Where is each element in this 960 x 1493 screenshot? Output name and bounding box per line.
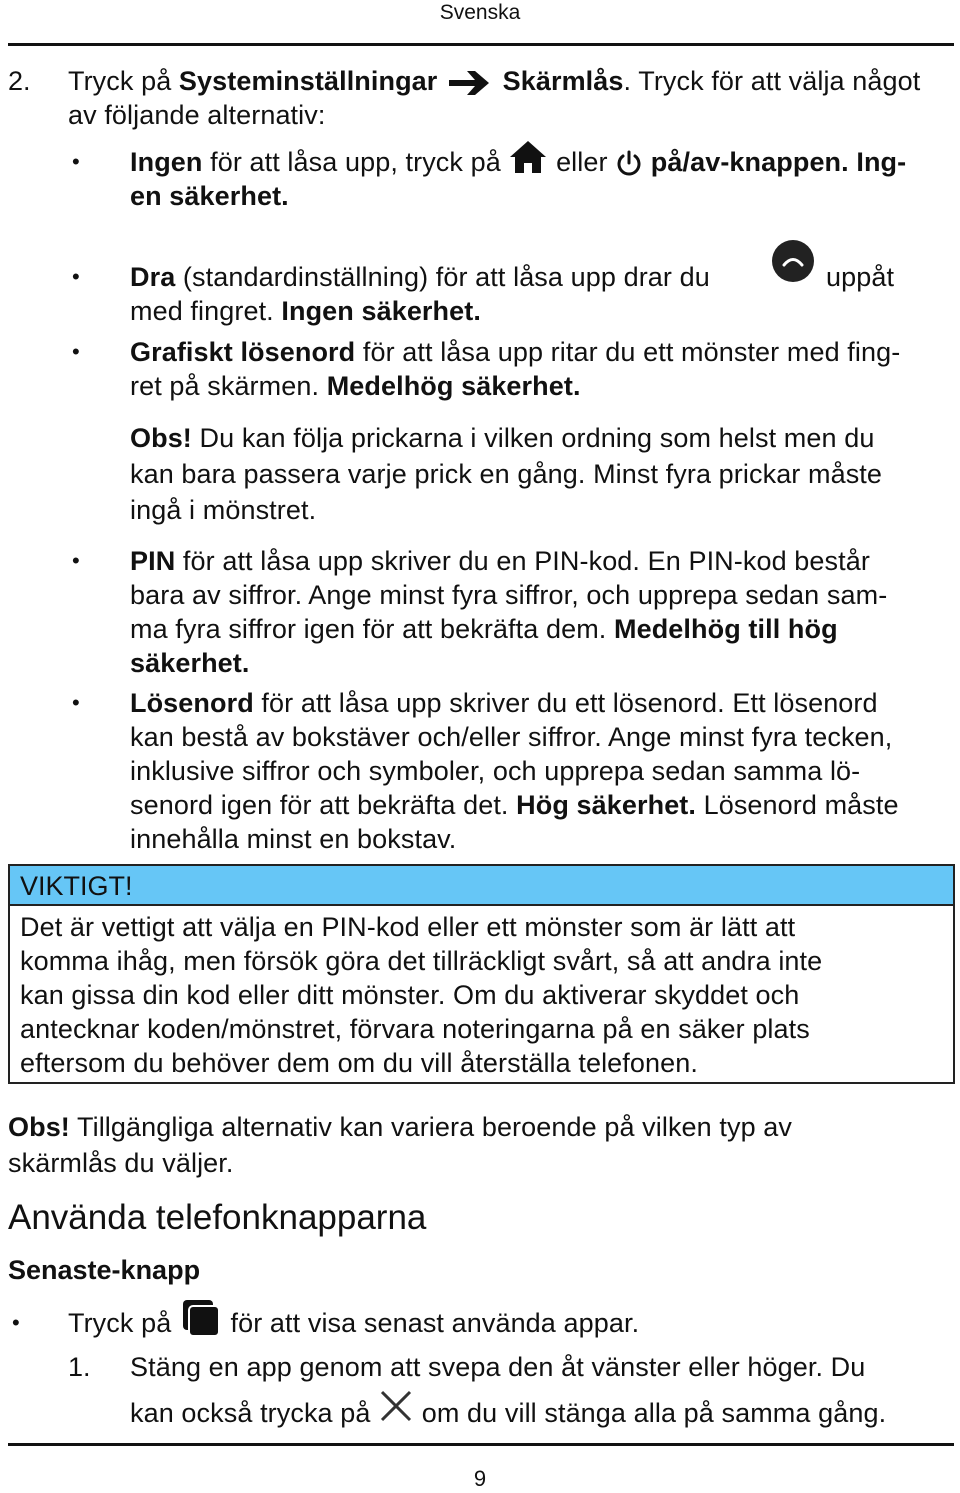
obs-note-line3: ingå i mönstret. (130, 495, 317, 525)
bullet: • (72, 339, 80, 364)
page-header-language: Svenska (439, 1, 521, 24)
bullet: • (72, 149, 80, 174)
home-icon (508, 139, 548, 175)
option-pin-line3: ma fyra siffror igen för att bekräfta dem. Medelhög till hög (130, 614, 838, 644)
obs-note2-line1: Obs! Tillgängliga alternativ kan variera beroende på vilken typ av (8, 1112, 793, 1142)
close-icon (378, 1388, 414, 1424)
option-ingen-line2: en säkerhet. (130, 181, 289, 211)
option-pin-line2: bara av siffror. Ange minst fyra siffror, och upprepa sedan sam- (130, 580, 888, 610)
option-pin-line4: säkerhet. (130, 648, 250, 678)
option-grafiskt-line1: Grafiskt lösenord för att låsa upp ritar du ett mönster med fing- (130, 337, 901, 367)
step2-line1: Tryck på Systeminställningar Skärmlås. Tryck för att välja något (68, 66, 921, 96)
option-dra-uppat: uppåt (826, 262, 895, 292)
option-losenord-line5: innehålla minst en bokstav. (130, 824, 457, 854)
section-title: Använda telefonknapparna (8, 1198, 427, 1237)
bullet: • (12, 1310, 20, 1335)
important-line4: antecknar koden/mönstret, förvara noteringarna på en säker plats (20, 1014, 810, 1044)
bullet: • (72, 264, 80, 289)
option-losenord-line3: inklusive siffror och symboler, och upprepa sedan samma lö- (130, 756, 861, 786)
important-line3: kan gissa din kod eller ditt mönster. Om du aktiverar skyddet och (20, 980, 800, 1010)
option-losenord-line4: senord igen för att bekräfta det. Hög säkerhet. Lösenord måste (130, 790, 899, 820)
power-icon (615, 150, 643, 178)
important-header (8, 864, 955, 906)
important-title: VIKTIGT! (20, 871, 133, 901)
bullet: • (72, 548, 80, 573)
arrow-right-icon (447, 68, 493, 98)
page-number: 9 (473, 1466, 487, 1491)
step2-line2: av följande alternativ: (68, 100, 326, 130)
section-subtitle: Senaste-knapp (8, 1255, 201, 1285)
option-losenord-line2: kan bestå av bokstäver och/eller siffror. Ange minst fyra tecken, (130, 722, 893, 752)
option-ingen-line1: Ingen för att låsa upp, tryck på eller på/av-knappen. Ing- (130, 145, 906, 179)
obs-note-line2: kan bara passera varje prick en gång. Minst fyra prickar måste (130, 459, 883, 489)
option-dra-line1: Dra (standardinställning) för att låsa upp drar du (130, 262, 710, 292)
swipe-up-icon (770, 238, 816, 284)
bullet: • (72, 690, 80, 715)
footer-rule (8, 1443, 954, 1446)
option-dra-line2: med fingret. Ingen säkerhet. (130, 296, 481, 326)
recent-bullet-line: Tryck på för att visa senast använda appar. (68, 1306, 639, 1340)
step-number: 2. (8, 66, 31, 96)
header-rule (8, 43, 954, 46)
important-line5: eftersom du behöver dem om du vill återställa telefonen. (20, 1048, 698, 1078)
obs-note2-line2: skärmlås du väljer. (8, 1148, 234, 1178)
option-pin-line1: PIN för att låsa upp skriver du en PIN-kod. En PIN-kod består (130, 546, 870, 576)
recent-apps-icon (179, 1298, 223, 1338)
option-grafiskt-line2: ret på skärmen. Medelhög säkerhet. (130, 371, 581, 401)
option-losenord-line1: Lösenord för att låsa upp skriver du ett lösenord. Ett lösenord (130, 688, 878, 718)
step1-line2: kan också trycka på om du vill stänga alla på samma gång. (130, 1396, 886, 1430)
important-line2: komma ihåg, men försök göra det tillräckligt svårt, så att andra inte (20, 946, 823, 976)
obs-note-line1: Obs! Du kan följa prickarna i vilken ordning som helst men du (130, 423, 875, 453)
step1-line1: Stäng en app genom att svepa den åt vänster eller höger. Du (130, 1352, 866, 1382)
step-number: 1. (68, 1352, 91, 1382)
important-line1: Det är vettigt att välja en PIN-kod eller ett mönster som är lätt att (20, 912, 796, 942)
